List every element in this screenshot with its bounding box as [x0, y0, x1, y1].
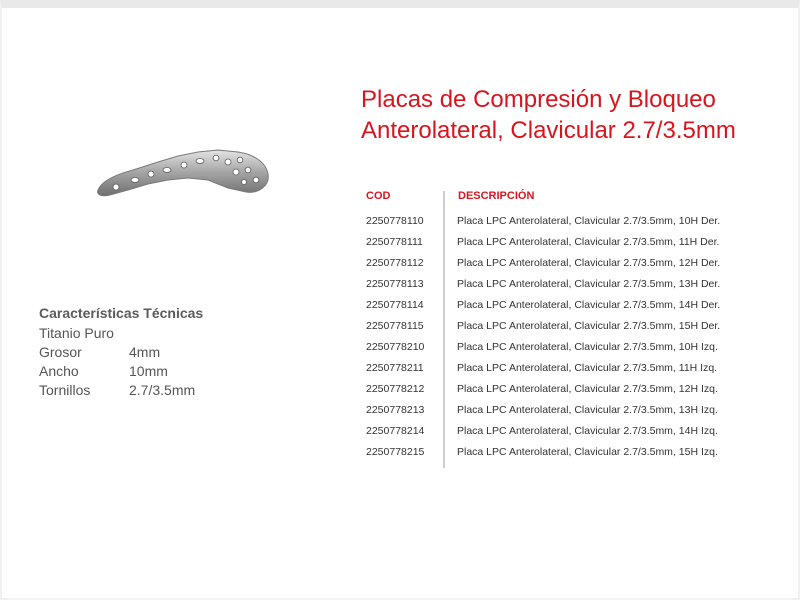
- page-title: [361, 84, 781, 146]
- spec-label: Tornillos: [39, 382, 91, 398]
- spec-label: Grosor: [39, 344, 82, 360]
- spec-value: 10mm: [129, 363, 168, 379]
- table-row: [366, 404, 786, 425]
- table-row: [366, 341, 786, 362]
- table-row: [366, 215, 786, 236]
- column-header-code: COD: [366, 190, 391, 202]
- product-description: Placa LPC Anterolateral, Clavicular 2.7/3.5mm, 13H Izq.: [457, 404, 718, 416]
- specs-heading: Características Técnicas: [39, 305, 204, 321]
- title-line-2: Anterolateral, Clavicular 2.7/3.5mm: [361, 117, 736, 144]
- product-code: 2250778115: [366, 320, 424, 332]
- table-row: [366, 299, 786, 320]
- product-code: 2250778215: [366, 446, 425, 458]
- product-code: 2250778211: [366, 362, 424, 374]
- technical-specs: [39, 305, 203, 400]
- spec-row-tornillos: [39, 381, 203, 400]
- spec-value: 2.7/3.5mm: [129, 382, 196, 398]
- product-description: Placa LPC Anterolateral, Clavicular 2.7/3.5mm, 13H Der.: [457, 278, 721, 290]
- product-table: [366, 215, 786, 467]
- product-code: 2250778110: [366, 215, 424, 227]
- spec-label: Ancho: [39, 363, 79, 379]
- product-code: 2250778111: [366, 236, 423, 248]
- product-code: 2250778114: [366, 299, 424, 311]
- product-code: 2250778113: [366, 278, 424, 290]
- column-header-description: DESCRIPCIÓN: [458, 190, 535, 202]
- table-row: [366, 362, 786, 383]
- titanium-plate-icon: [88, 140, 278, 210]
- table-row: [366, 425, 786, 446]
- table-row: [366, 257, 786, 278]
- table-row: [366, 446, 786, 467]
- product-description: Placa LPC Anterolateral, Clavicular 2.7/3.5mm, 11H Izq.: [457, 362, 718, 374]
- spec-material: Titanio Puro: [39, 325, 114, 341]
- product-description: Placa LPC Anterolateral, Clavicular 2.7/3.5mm, 12H Izq.: [457, 383, 718, 395]
- spec-row-grosor: [39, 343, 203, 362]
- product-description: Placa LPC Anterolateral, Clavicular 2.7/3.5mm, 14H Izq.: [457, 425, 718, 437]
- product-code: 2250778212: [366, 383, 425, 395]
- product-description: Placa LPC Anterolateral, Clavicular 2.7/3.5mm, 10H Der.: [457, 215, 721, 227]
- product-description: Placa LPC Anterolateral, Clavicular 2.7/3.5mm, 12H Der.: [457, 257, 721, 269]
- product-code: 2250778210: [366, 341, 425, 353]
- spec-row-ancho: [39, 362, 203, 381]
- product-code: 2250778112: [366, 257, 424, 269]
- product-code: 2250778214: [366, 425, 425, 437]
- product-description: Placa LPC Anterolateral, Clavicular 2.7/3.5mm, 15H Der.: [457, 320, 721, 332]
- table-row: [366, 278, 786, 299]
- product-description: Placa LPC Anterolateral, Clavicular 2.7/3.5mm, 10H Izq.: [457, 341, 718, 353]
- product-description: Placa LPC Anterolateral, Clavicular 2.7/3.5mm, 11H Der.: [457, 236, 720, 248]
- product-description: Placa LPC Anterolateral, Clavicular 2.7/3.5mm, 14H Der.: [457, 299, 721, 311]
- product-code: 2250778213: [366, 404, 425, 416]
- table-row: [366, 383, 786, 404]
- title-line-1: Placas de Compresión y Bloqueo: [361, 86, 716, 113]
- table-row: [366, 320, 786, 341]
- product-description: Placa LPC Anterolateral, Clavicular 2.7/3.5mm, 15H Izq.: [457, 446, 718, 458]
- spec-value: 4mm: [129, 344, 161, 360]
- table-row: [366, 236, 786, 257]
